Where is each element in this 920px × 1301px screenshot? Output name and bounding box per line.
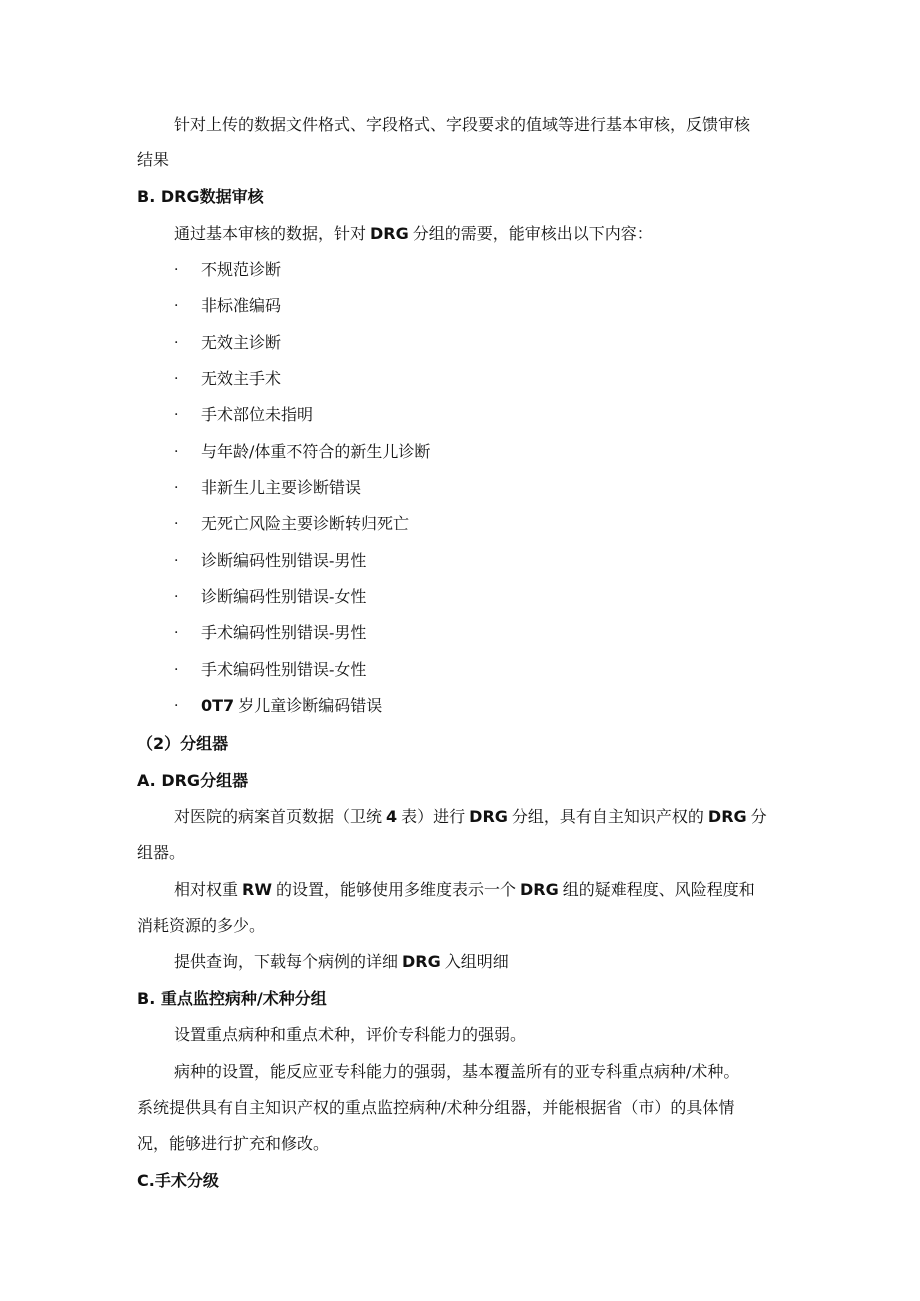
list-item-text: 岁儿童诊断编码错误 [238, 696, 383, 715]
list-item: 手术编码性别错误-女性 [201, 660, 367, 679]
intro-line-2: 结果 [137, 150, 170, 169]
bullet-symbol: · [174, 262, 179, 278]
text: 入组明细 [444, 952, 509, 971]
desc-drg: DRG [370, 224, 409, 243]
bullet-symbol: · [174, 698, 179, 714]
bullet-symbol: · [174, 480, 179, 496]
bullet-symbol: · [174, 371, 179, 387]
drg-term: DRG [469, 807, 508, 826]
list-item: 无死亡风险主要诊断转归死亡 [201, 514, 410, 533]
text: 分组，具有自主知识产权的 [511, 807, 704, 826]
list-item: 诊断编码性别错误-男性 [201, 551, 367, 570]
drg-term: DRG [402, 952, 441, 971]
drg-audit-description [174, 224, 653, 244]
list-item: 无效主诊断 [201, 333, 282, 352]
desc-text-a: 通过基本审核的数据，针对 [174, 224, 367, 243]
list-item: 手术部位未指明 [201, 405, 314, 424]
list-item: 非标准编码 [201, 296, 282, 315]
text: 对医院的病案首页数据（卫统 [174, 807, 383, 826]
bullet-symbol: · [174, 553, 179, 569]
text: 的设置，能够使用多维度表示一个 [275, 880, 516, 899]
heading-key-monitoring-grouping: B. 重点监控病种/术种分组 [137, 989, 327, 1008]
grouper-paragraph-2-line-2: 消耗资源的多少。 [137, 916, 266, 935]
bullet-symbol: · [174, 516, 179, 532]
monitor-paragraph-2-line-3: 况，能够进行扩充和修改。 [137, 1134, 330, 1153]
text: 表）进行 [401, 807, 466, 826]
grouper-paragraph-1-line-1 [174, 807, 767, 827]
bullet-symbol: · [174, 335, 179, 351]
drg-term: DRG [520, 880, 559, 899]
bullet-symbol: · [174, 662, 179, 678]
rw-term: RW [242, 880, 272, 899]
list-item: 与年龄/体重不符合的新生儿诊断 [201, 442, 431, 461]
desc-text-b: 分组的需要，能审核出以下内容： [412, 224, 653, 243]
list-item: 非新生儿主要诊断错误 [201, 478, 362, 497]
list-item: 不规范诊断 [201, 260, 282, 279]
age-range-label: 0T7 [201, 696, 235, 715]
bullet-symbol: · [174, 589, 179, 605]
list-item [201, 696, 382, 716]
heading-drg-data-audit: B. DRG数据审核 [137, 187, 264, 206]
monitor-paragraph-2-line-1: 病种的设置，能反应亚专科能力的强弱，基本覆盖所有的亚专科重点病种/术种。 [174, 1062, 740, 1081]
grouper-paragraph-3 [174, 952, 509, 972]
drg-term: DRG [707, 807, 747, 826]
heading-drg-grouper: A. DRG分组器 [137, 771, 249, 790]
grouper-paragraph-2-line-1 [174, 880, 755, 900]
list-item: 手术编码性别错误-男性 [201, 623, 367, 642]
text: 提供查询，下载每个病例的详细 [174, 952, 399, 971]
bullet-symbol: · [174, 298, 179, 314]
form-number: 4 [386, 807, 398, 826]
heading-grouper: （2）分组器 [137, 734, 229, 753]
list-item: 无效主手术 [201, 369, 282, 388]
text: 组的疑难程度、风险程度和 [562, 880, 755, 899]
bullet-symbol: · [174, 407, 179, 423]
list-item: 诊断编码性别错误-女性 [201, 587, 367, 606]
monitor-paragraph-1: 设置重点病种和重点术种，评价专科能力的强弱。 [174, 1025, 527, 1044]
text: 相对权重 [174, 880, 239, 899]
grouper-paragraph-1-line-2: 组器。 [137, 843, 186, 862]
monitor-paragraph-2-line-2: 系统提供具有自主知识产权的重点监控病种/术种分组器，并能根据省（市）的具体情 [137, 1098, 735, 1117]
bullet-symbol: · [174, 444, 179, 460]
heading-surgery-grading: C.手术分级 [137, 1171, 219, 1190]
text: 分 [750, 807, 767, 826]
intro-line-1: 针对上传的数据文件格式、字段格式、字段要求的值域等进行基本审核，反馈审核 [174, 115, 751, 134]
bullet-symbol: · [174, 625, 179, 641]
